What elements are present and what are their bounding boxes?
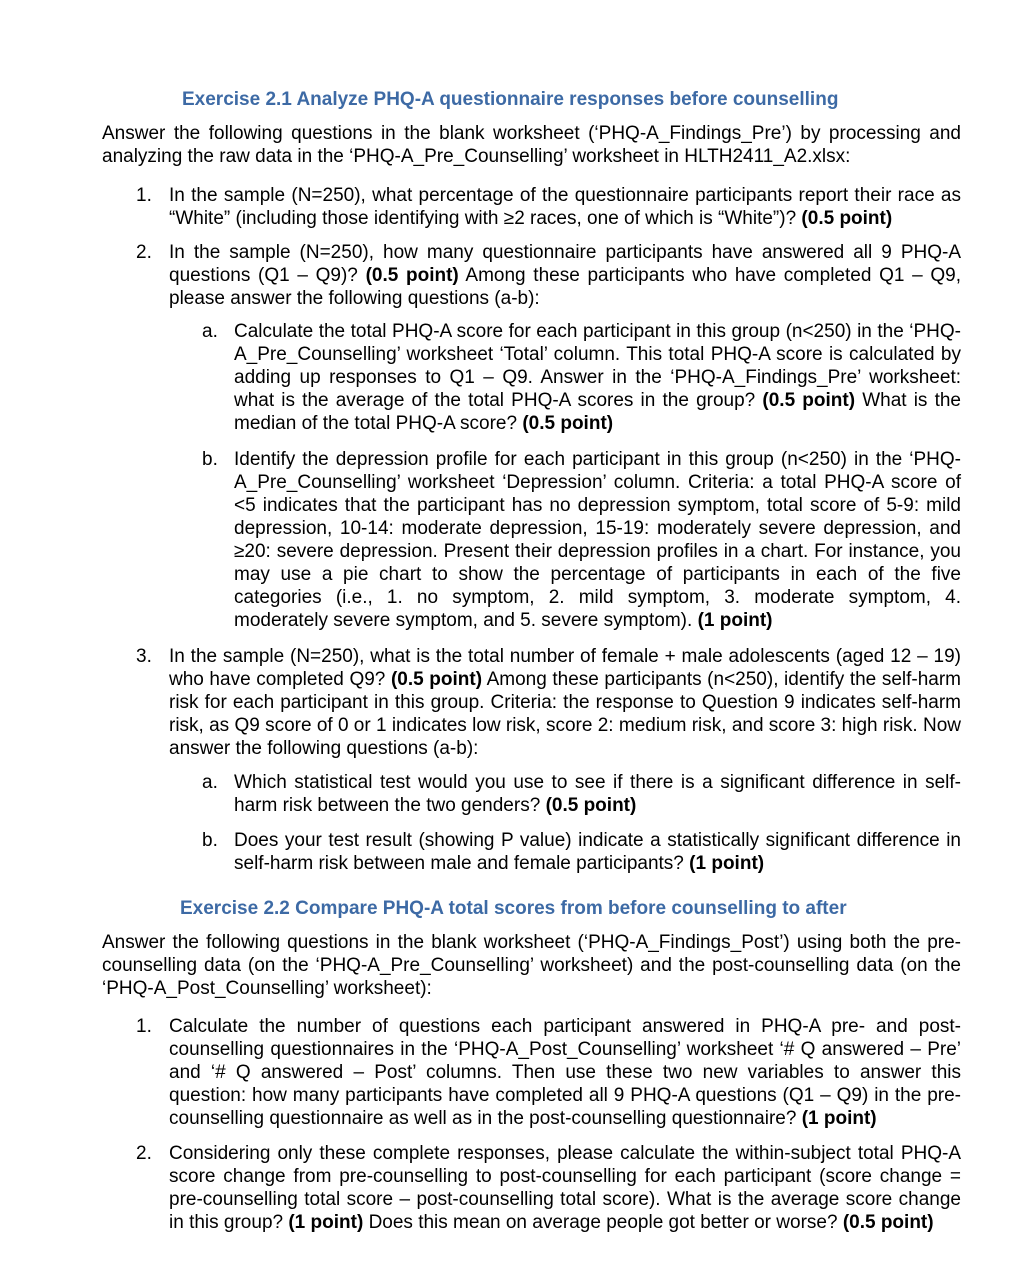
ex1-q2b-text: Identify the depression profile for each participant in this group (n<250) in the ‘PHQ-A_Pre_Counselling’ worksheet ‘Depression’ column. Criteria: a total PHQ-A score of <5 indicates that the participant has no depression symptom, total score of 5-9: mild depression, 10-14: moderate depression, 15-19: moderately severe depression, and ≥20: severe depression. Present their depression profiles in a chart. For instance, you may use a pie chart to show the percentage of participants in each of the five categories (i.e., 1. no symptom, 2. mild symptom, 3. moderate symptom, 4. moderately severe symptom, and 5. severe symptom). (1 point) <box>234 449 961 631</box>
ex1-q2a-text: Calculate the total PHQ-A score for each participant in this group (n<250) in the ‘PHQ-A_Pre_Counselling’ worksheet ‘Total’ column. This total PHQ-A score is calculated by adding up responses to Q1 – Q9. Answer in the ‘PHQ-A_Findings_Pre’ worksheet: what is the average of the total PHQ-A scores in the group? (0.5 point) What is the median of the total PHQ-A score? (0.5 point) <box>234 321 961 434</box>
exercise-2-1-heading: Exercise 2.1 Analyze PHQ-A questionnaire responses before counselling <box>182 89 839 110</box>
ex1-q3-text: In the sample (N=250), what is the total number of female + male adolescents (aged 12 – 19) who have completed Q9? (0.5 point) Among these participants (n<250), identify the self-harm risk for each participant in this group. Criteria: the response to Question 9 indicates self-harm risk, as Q9 score of 0 or 1 indicates low risk, score 2: medium risk, and score 3: high risk. Now answer the following questions (a-b): <box>169 646 962 759</box>
ex1-q3b-text: Does your test result (showing P value) indicate a statistically significant difference in self-harm risk between male and female participants? (1 point) <box>234 830 961 874</box>
ex1-q3b-label: b. <box>202 830 218 851</box>
ex2-q1-text: Calculate the number of questions each participant answered in PHQ-A pre- and post-counselling questionnaires in the ‘PHQ-A_Post_Counselling’ worksheet ‘# Q answered – Pre’ and ‘# Q answered – Post’ columns. Then use these two new variables to answer this question: how many participants have completed all 9 PHQ-A questions (Q1 – Q9) in the pre-counselling questionnaire as well as in the post-counselling questionnaire? (1 point) <box>169 1016 961 1129</box>
ex1-q1-number: 1. <box>136 185 152 206</box>
ex1-q3a-label: a. <box>202 772 218 793</box>
ex2-q2-text: Considering only these complete responses, please calculate the within-subject total PHQ-A score change from pre-counselling to post-counselling for each participant (score change = pre-counselling total score – post-counselling total score). What is the average score change in this group? (1 point) Does this mean on average people got better or worse? (0.5 point) <box>169 1143 961 1233</box>
exercise-2-2-intro: Answer the following questions in the blank worksheet (‘PHQ-A_Findings_Post’) using both the pre-counselling data (on the ‘PHQ-A_Pre_Counselling’ worksheet) and the post-counselling data (on the ‘PHQ-A_Post_Counselling’ worksheet): <box>102 932 961 999</box>
ex1-q2b-label: b. <box>202 449 218 470</box>
exercise-2-2-heading: Exercise 2.2 Compare PHQ-A total scores from before counselling to after <box>180 898 847 919</box>
ex2-q1-number: 1. <box>136 1016 152 1037</box>
ex1-q3-number: 3. <box>136 646 152 667</box>
exercise-2-1-intro: Answer the following questions in the blank worksheet (‘PHQ-A_Findings_Pre’) by processing and analyzing the raw data in the ‘PHQ-A_Pre_Counselling’ worksheet in HLTH2411_A2.xlsx: <box>102 123 961 167</box>
ex1-q1-text: In the sample (N=250), what percentage of the questionnaire participants report their race as “White” (including those identifying with ≥2 races, one of which is “White”)? (0.5 point) <box>169 185 961 229</box>
ex2-q2-number: 2. <box>136 1143 152 1164</box>
ex1-q2a-label: a. <box>202 321 218 342</box>
ex1-q3a-text: Which statistical test would you use to see if there is a significant difference in self-harm risk between the two genders? (0.5 point) <box>234 772 961 816</box>
ex1-q2-number: 2. <box>136 242 152 263</box>
ex1-q2-text: In the sample (N=250), how many questionnaire participants have answered all 9 PHQ-A questions (Q1 – Q9)? (0.5 point) Among these participants who have completed Q1 – Q9, please answer the following questions (a-b): <box>169 242 962 309</box>
